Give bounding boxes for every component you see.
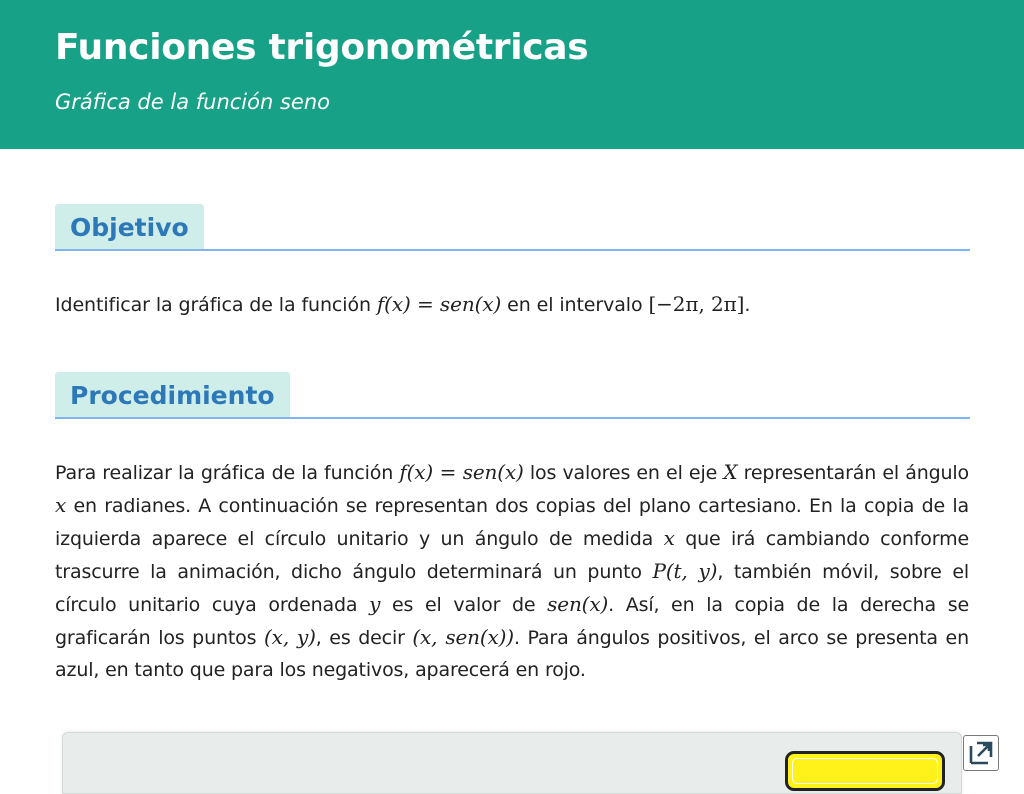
math-formula: f(x) = sen(x) <box>399 460 524 484</box>
math-axis-x: X <box>723 460 738 484</box>
math-variable-x: x <box>663 526 675 550</box>
objective-text-part: Identificar la gráfica de la función <box>55 294 377 316</box>
procedure-text-part: , también móvil, sobre el círculo unitario cuya ordenada <box>55 561 969 616</box>
math-variable-y: y <box>369 592 381 616</box>
objective-text <box>55 289 969 320</box>
procedure-text-part: , es decir <box>315 627 413 649</box>
page-subtitle: Gráfica de la función seno <box>55 90 330 114</box>
math-sen-x: sen(x) <box>547 592 609 616</box>
page-title: Funciones trigonométricas <box>55 27 589 68</box>
math-formula: f(x) = sen(x) <box>376 292 502 316</box>
interactive-applet[interactable] <box>62 732 962 794</box>
objective-section-heading <box>55 204 970 251</box>
math-point-x-senx: (x, sen(x)) <box>412 625 514 649</box>
math-variable-x: x <box>55 493 67 517</box>
procedure-text-part: representarán el ángulo <box>737 462 969 484</box>
math-interval: [−2π, 2π] <box>648 292 745 316</box>
objective-heading-label: Objetivo <box>55 204 204 249</box>
procedure-heading-label: Procedimiento <box>55 372 290 417</box>
procedure-text-part: . Para ángulos positivos, el arco se presenta en azul, en tanto que para los negativos, aparecerá en rojo. <box>55 627 969 681</box>
procedure-text-part: . Así, en la copia de la derecha se graficarán los puntos <box>55 594 969 649</box>
procedure-text-part: Para realizar la gráfica de la función <box>55 462 400 484</box>
procedure-text-part: en radianes. A continuación se representan dos copias del plano cartesiano. En la copia de la izquierda aparece el círculo unitario y un ángulo de medida <box>55 495 969 550</box>
expand-icon <box>968 740 994 766</box>
procedure-section-heading <box>55 372 970 419</box>
procedure-text-part: es el valor de <box>380 594 548 616</box>
objective-text-part: en el intervalo <box>501 294 649 316</box>
page-header <box>0 0 1024 149</box>
fullscreen-button[interactable] <box>963 735 999 771</box>
procedure-text-part: que irá cambiando conforme trascurre la animación, dicho ángulo determinará un punto <box>55 528 970 583</box>
procedure-text-part: los valores en el eje <box>523 462 724 484</box>
math-point-xy: (x, y) <box>264 625 316 649</box>
objective-text-part: . <box>744 294 751 316</box>
math-point-p: P(t, y) <box>652 559 718 583</box>
applet-button[interactable] <box>785 751 945 791</box>
procedure-text <box>55 456 969 686</box>
